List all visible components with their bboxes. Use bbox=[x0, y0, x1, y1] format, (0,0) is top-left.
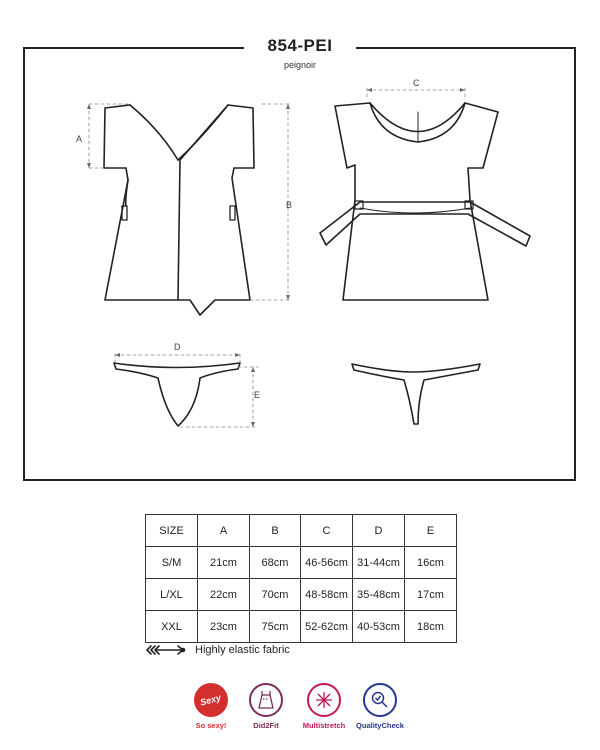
dim-label-a: A bbox=[76, 134, 83, 144]
multistretch-icon bbox=[307, 683, 341, 717]
table-cell: XXL bbox=[146, 611, 198, 643]
table-cell: 46-56cm bbox=[301, 547, 353, 579]
table-row bbox=[146, 547, 457, 579]
table-cell: 23cm bbox=[198, 611, 250, 643]
fabric-note-text: Highly elastic fabric bbox=[195, 644, 290, 656]
table-cell: 16cm bbox=[405, 547, 457, 579]
table-cell: 68cm bbox=[250, 547, 301, 579]
product-subtitle: peignoir bbox=[0, 60, 600, 70]
dim-label-d: D bbox=[174, 342, 181, 352]
table-cell: 75cm bbox=[250, 611, 301, 643]
table-row bbox=[146, 611, 457, 643]
dress-fit-icon bbox=[249, 683, 283, 717]
peignoir-back-view bbox=[320, 103, 530, 300]
thong-back-view bbox=[352, 364, 480, 424]
table-cell: S/M bbox=[146, 547, 198, 579]
sexy-lips-icon: Sexy bbox=[194, 683, 228, 717]
table-cell: 17cm bbox=[405, 579, 457, 611]
table-cell: 31-44cm bbox=[353, 547, 405, 579]
badge-label: So sexy! bbox=[195, 721, 227, 730]
size-table bbox=[145, 514, 457, 643]
badge-label: Multistretch bbox=[302, 721, 346, 730]
table-cell: 48-58cm bbox=[301, 579, 353, 611]
table-cell: 40-53cm bbox=[353, 611, 405, 643]
stretch-arrows-icon bbox=[145, 644, 187, 656]
table-cell: 35-48cm bbox=[353, 579, 405, 611]
table-cell: 21cm bbox=[198, 547, 250, 579]
table-cell: L/XL bbox=[146, 579, 198, 611]
table-header: B bbox=[250, 515, 301, 547]
dim-label-b: B bbox=[286, 200, 293, 210]
table-header: SIZE bbox=[146, 515, 198, 547]
magnifier-check-icon bbox=[363, 683, 397, 717]
table-header: D bbox=[353, 515, 405, 547]
dim-label-e: E bbox=[254, 390, 261, 400]
fabric-note bbox=[145, 644, 290, 656]
table-cell: 52-62cm bbox=[301, 611, 353, 643]
badge-label: Did2Fit bbox=[253, 721, 279, 730]
thong-front-view bbox=[114, 363, 240, 426]
table-header: C bbox=[301, 515, 353, 547]
table-header-row bbox=[146, 515, 457, 547]
feature-badges bbox=[0, 683, 600, 743]
badge-label: QualityCheck bbox=[356, 721, 404, 730]
table-row bbox=[146, 579, 457, 611]
badge-qualitycheck bbox=[340, 683, 420, 730]
dim-label-c: C bbox=[413, 78, 420, 88]
product-title: 854-PEI bbox=[0, 36, 600, 56]
table-cell: 22cm bbox=[198, 579, 250, 611]
table-header: E bbox=[405, 515, 457, 547]
table-cell: 70cm bbox=[250, 579, 301, 611]
table-header: A bbox=[198, 515, 250, 547]
table-cell: 18cm bbox=[405, 611, 457, 643]
peignoir-front-view bbox=[104, 105, 254, 315]
